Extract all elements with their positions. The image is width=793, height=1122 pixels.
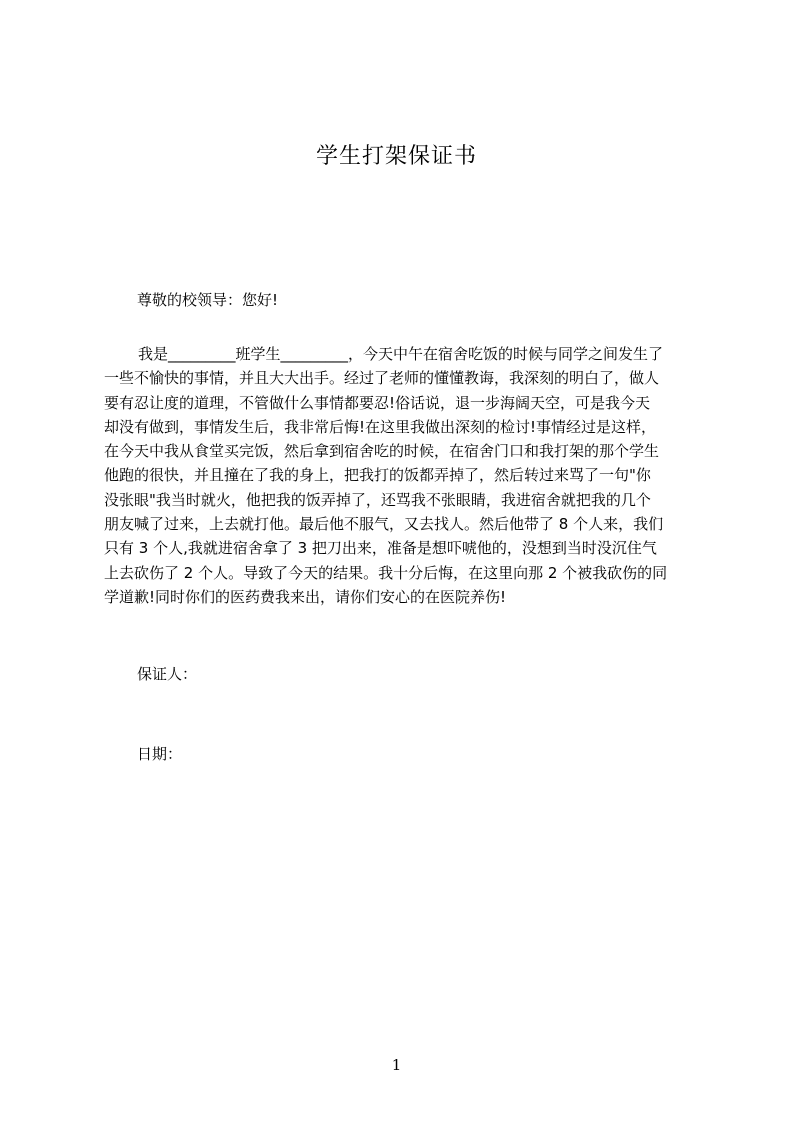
body-line: 上去砍伤了 2 个人。导致了今天的结果。我十分后悔，在这里向那 2 个被我砍伤的同 [104, 563, 668, 582]
body-line: 只有 3 个人,我就进宿舍拿了 3 把刀出来，准备是想吓唬他的，没想到当时没沉住气 [104, 539, 657, 558]
body-line: 要有忍让度的道理，不管做什么事情都要忍!俗话说，退一步海阔天空，可是我今天 [104, 393, 651, 412]
salutation: 尊敬的校领导：您好! [137, 291, 279, 309]
body-line: 没张眼"我当时就火，他把我的饭弄掉了，还骂我不张眼睛，我进宿舍就把我的几个 [104, 490, 651, 509]
document-title: 学生打架保证书 [315, 144, 477, 169]
body-line: 在今天中我从食堂买完饭，然后拿到宿舍吃的时候，在宿舍门口和我打架的那个学生 [104, 442, 660, 461]
body-line: 我是_________班学生_________，今天中午在宿舍吃饭的时候与同学之间发生了 [138, 345, 664, 363]
guarantor-label: 保证人： [137, 665, 198, 683]
body-line: 朋友喊了过来，上去就打他。最后他不服气，又去找人。然后他带了 8 个人来，我们 [104, 515, 664, 534]
page-number: 1 [391, 1056, 402, 1074]
body-line: 他跑的很快，并且撞在了我的身上，把我打的饭都弄掉了，然后转过来骂了一句"你 [104, 466, 651, 485]
body-paragraph [104, 342, 704, 609]
body-line: 却没有做到，事情发生后，我非常后悔!在这里我做出深刻的检讨!事情经过是这样， [104, 417, 657, 436]
body-line: 学道歉!同时你们的医药费我来出，请你们安心的在医院养伤! [104, 587, 507, 606]
body-line: 一些不愉快的事情，并且大大出手。经过了老师的懂懂教诲，我深刻的明白了，做人 [104, 369, 660, 388]
date-label: 日期： [137, 745, 183, 763]
